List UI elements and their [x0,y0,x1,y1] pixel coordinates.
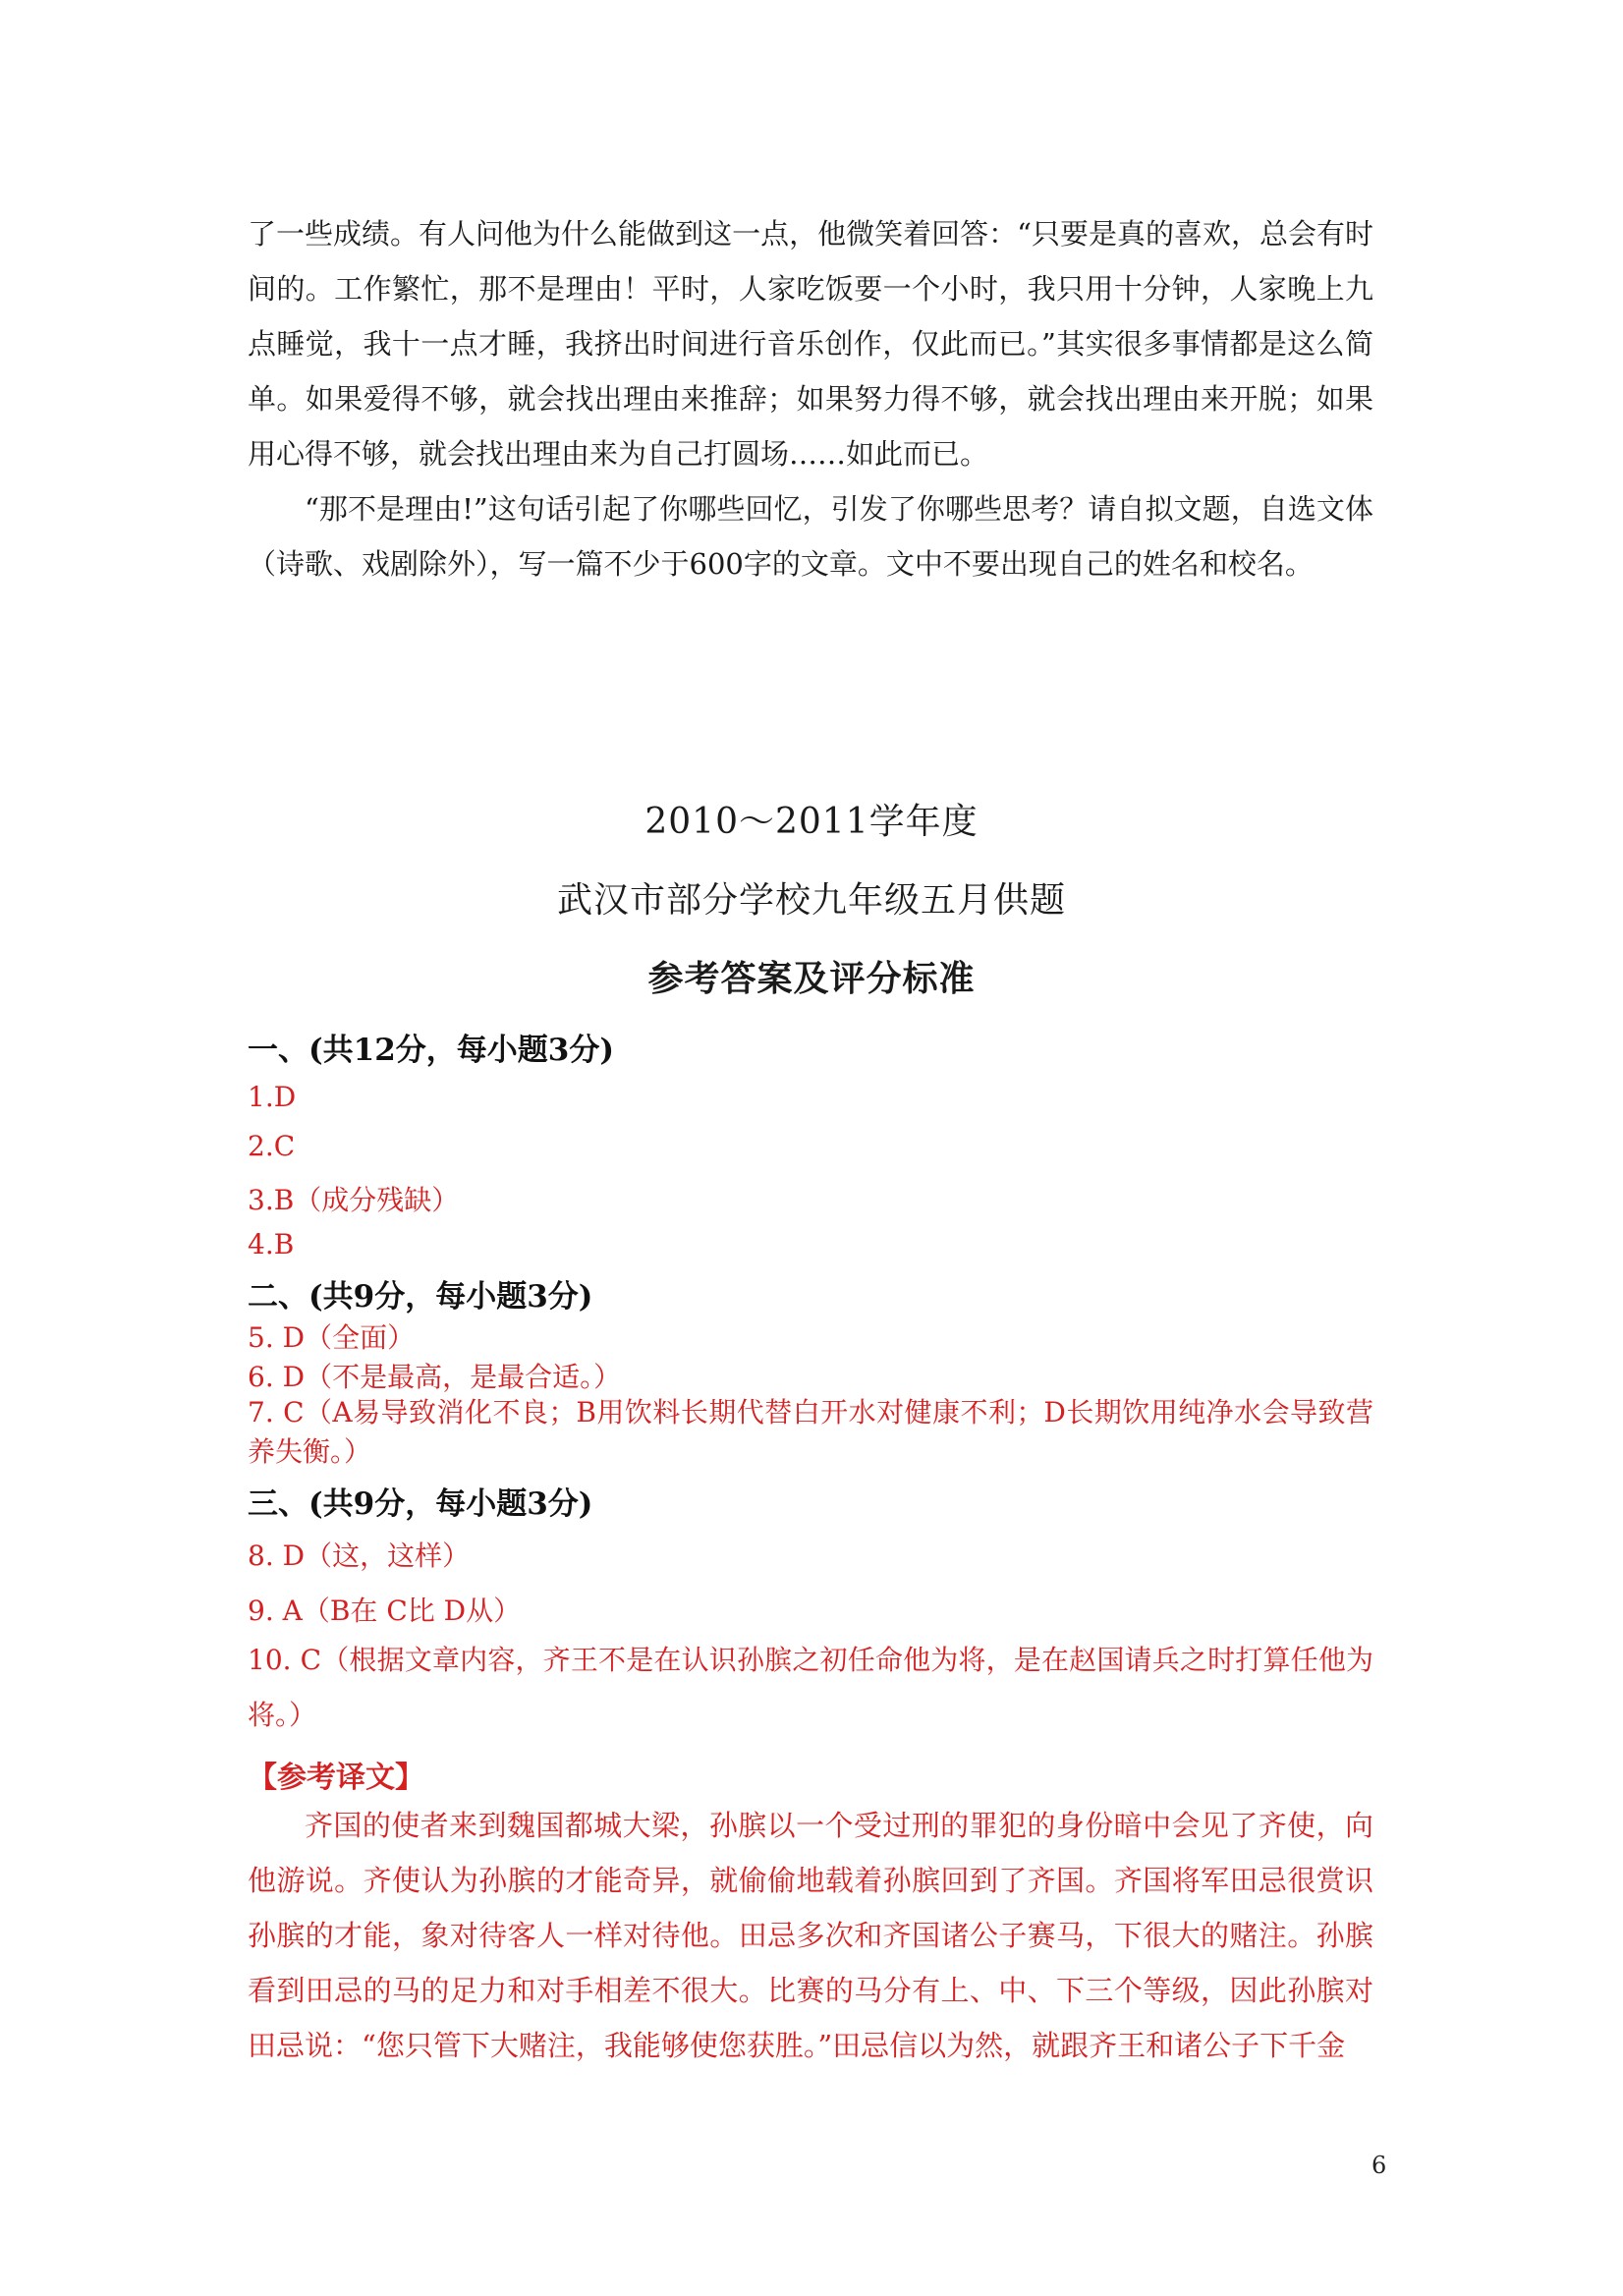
answer-6: 6. D（不是最高，是最合适。） [248,1361,622,1393]
section-1-heading: 一、(共12分，每小题3分) [248,1033,615,1068]
answer-7: 7. C（A易导致消化不良；B用饮料长期代替白开水对健康不利；D长期饮用纯净水会导致营养失衡。） [248,1396,1373,1468]
answer-2: 2.C [248,1130,296,1162]
translation-block [248,1798,1373,2073]
answer-8: 8. D（这，这样） [248,1540,471,1572]
academic-year-title: 2010～2011学年度 [644,802,979,842]
translation-heading: 【参考译文】 [248,1761,424,1795]
answer-4: 4.B [248,1228,295,1260]
answer-10: 10. C（根据文章内容，齐王不是在认识孙膑之初任命他为将，是在赵国请兵之时打算任他为将。） [248,1644,1373,1731]
page-number: 6 [1371,2152,1387,2179]
answer-1: 1.D [248,1081,297,1113]
answer-9: 9. A（B在 C比 D从） [248,1595,522,1627]
answer-key-title: 参考答案及评分标准 [647,958,976,999]
essay-paragraph-2: “那不是理由!”这句话引起了你哪些回忆，引发了你哪些思考？请自拟文题，自选文体（诗歌、戏剧除外），写一篇不少于600字的文章。文中不要出现自己的姓名和校名。 [248,492,1373,581]
essay-prompt [248,206,1373,591]
answer-3: 3.B（成分残缺） [248,1184,460,1216]
exam-title: 武汉市部分学校九年级五月供题 [556,880,1066,921]
answer-5: 5. D（全面） [248,1321,416,1354]
essay-paragraph-1: 了一些成绩。有人问他为什么能做到这一点，他微笑着回答：“只要是真的喜欢，总会有时间的。工作繁忙，那不是理由！平时，人家吃饭要一个小时，我只用十分钟，人家晚上九点睡觉，我十一点才睡，我挤出时间进行音乐创作，仅此而已。”其实很多事情都是这么简单。如果爱得不够，就会找出理由来推辞；如果努力得不够，就会找出理由来开脱；如果用心得不够，就会找出理由来为自己打圆场……如此而已。 [248,217,1373,471]
section-3-heading: 三、(共9分，每小题3分) [248,1486,593,1522]
section-2-heading: 二、(共9分，每小题3分) [248,1279,593,1315]
translation-text: 齐国的使者来到魏国都城大梁，孙膑以一个受过刑的罪犯的身份暗中会见了齐使，向他游说。齐使认为孙膑的才能奇异，就偷偷地载着孙膑回到了齐国。齐国将军田忌很赏识孙膑的才能，象对待客人一样对待他。田忌多次和齐国诸公子赛马，下很大的赌注。孙膑看到田忌的马的足力和对手相差不很大。比赛的马分有上、中、下三个等级，因此孙膑对田忌说：“您只管下大赌注，我能够使您获胜。”田忌信以为然，就跟齐王和诸公子下千金 [248,1809,1373,2062]
